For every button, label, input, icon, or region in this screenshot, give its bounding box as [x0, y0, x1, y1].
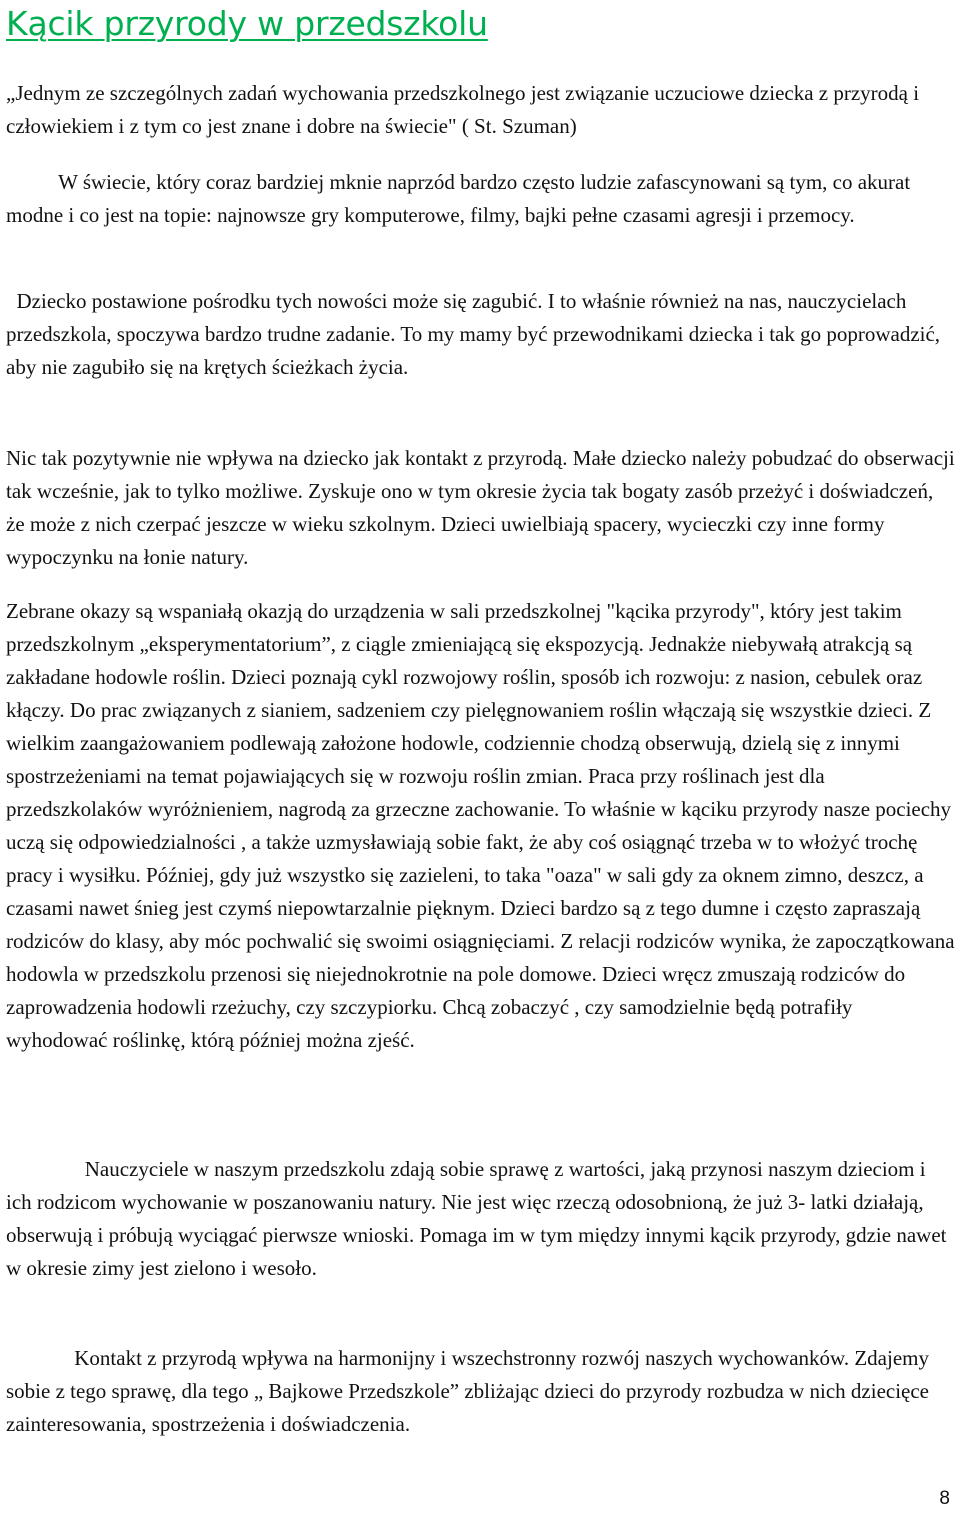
- paragraph-modern-world: W świecie, który coraz bardziej mknie naprzód bardzo często ludzie zafascynowani są tym, co akurat modne i co jest na topie: najnowsze gry komputerowe, filmy, bajki pełne czasami agresji i przemocy.: [6, 170, 911, 227]
- paragraph-nature-corner: Zebrane okazy są wspaniałą okazją do urządzenia w sali przedszkolnej "kącika przyrody", który jest takim przedszkolnym „eksperymentatorium”, z ciągle zmieniającą się ekspozycją. Jednakże niebywałą atrakcją są zakładane hodowle roślin. Dzieci poznają cykl rozwojowy roślin, sposób ich rozwoju: z nasion, cebulek oraz kłączy. Do prac związanych z sianiem, sadzeniem czy pielęgnowaniem roślin włączają się wszystkie dzieci. Z wielkim zaangażowaniem podlewają założone hodowle, codziennie chodzą obserwują, dzielą się z innymi spostrzeżeniami na temat pojawiających się w rozwoju roślin zmian. Praca przy roślinach jest dla przedszkolaków wyróżnieniem, nagrodą za grzeczne zachowanie. To właśnie w kąciku przyrody nasze pociechy uczą się odpowiedzialności , a także uzmysławiają sobie fakt, że aby coś osiągnąć trzeba w to włożyć trochę pracy i wysiłku. Później, gdy już wszystko się zazieleni, to taka "oaza" w sali gdy za oknem zimno, deszcz, a czasami nawet śnieg jest czymś niepowtarzalnie pięknym. Dzieci bardzo są z tego dumne i często zapraszają rodziców do klasy, aby móc pochwalić się swoimi osiągnięciami. Z relacji rodziców wynika, że zapoczątkowana hodowla w przedszkolu przenosi się niejednokrotnie na pole domowe. Dzieci wręcz zmuszają rodziców do zaprowadzenia hodowli rzeżuchy, czy szczypiorku. Chcą zobaczyć , czy samodzielnie będą potrafiły wyhodować roślinkę, którą później można zjeść.: [6, 599, 955, 1052]
- page-number: 8: [939, 1488, 950, 1509]
- page-title: Kącik przyrody w przedszkolu: [6, 4, 488, 43]
- paragraph-harmonious-development: Kontakt z przyrodą wpływa na harmonijny i wszechstronny rozwój naszych wychowanków. Zdajemy sobie z tego sprawę, dla tego „ Bajkowe Przedszkole” zbliżając dzieci do przyrody rozbudza w nich dziecięce zainteresowania, spostrzeżenia i doświadczenia.: [6, 1346, 930, 1436]
- paragraph-quote: „Jednym ze szczególnych zadań wychowania przedszkolnego jest związanie uczuciowe dziecka z przyrodą i człowiekiem i z tym co jest znane i dobre na świecie" ( St. Szuman): [6, 81, 920, 138]
- paragraph-child-lost: Dziecko postawione pośrodku tych nowości może się zagubić. I to właśnie również na nas, nauczycielach przedszkola, spoczywa bardzo trudne zadanie. To my mamy być przewodnikami dziecka i tak go poprowadzić, aby nie zagubiło się na krętych ścieżkach życia.: [6, 289, 941, 379]
- paragraph-nature-contact: Nic tak pozytywnie nie wpływa na dziecko jak kontakt z przyrodą. Małe dziecko należy pobudzać do obserwacji tak wcześnie, jak to tylko możliwe. Zyskuje ono w tym okresie życia tak bogaty zasób przeżyć i doświadczeń, że może z nich czerpać jeszcze w wieku szkolnym. Dzieci uwielbiają spacery, wycieczki czy inne formy wypoczynku na łonie natury.: [6, 446, 955, 569]
- paragraph-teachers: Nauczyciele w naszym przedszkolu zdają sobie sprawę z wartości, jaką przynosi naszym dzieciom i ich rodzicom wychowanie w poszanowaniu natury. Nie jest więc rzeczą odosobnioną, że już 3- latki działają, obserwują i próbują wyciągać pierwsze wnioski. Pomaga im w tym między innymi kącik przyrody, gdzie nawet w okresie zimy jest zielono i wesoło.: [6, 1157, 947, 1280]
